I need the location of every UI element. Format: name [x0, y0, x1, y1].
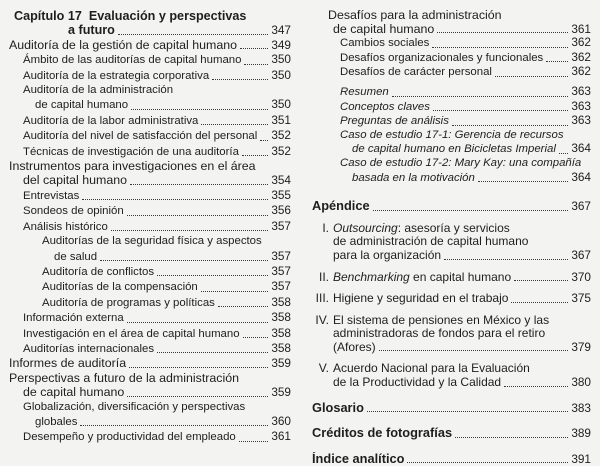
- item-numeral: V.: [318, 362, 329, 376]
- dot-leader: [131, 109, 268, 110]
- toc-line: [0, 203, 291, 218]
- entry-label: (Afores): [333, 340, 376, 354]
- toc-line: [0, 23, 291, 37]
- toc-entry: [0, 188, 291, 203]
- dot-leader: [437, 32, 568, 33]
- page-number: 349: [271, 37, 291, 52]
- page-number: 360: [271, 413, 291, 428]
- toc-line: [300, 65, 591, 80]
- toc-entry: [300, 100, 591, 115]
- page-number: 350: [271, 97, 291, 112]
- toc-entry: [300, 36, 591, 51]
- page-number: 363: [571, 84, 591, 98]
- entry-label: Outsourcing: asesoría y servicios: [333, 221, 510, 235]
- dot-leader: [260, 140, 268, 141]
- dot-leader: [495, 76, 568, 77]
- dot-leader: [546, 61, 568, 62]
- toc-entry: [300, 129, 591, 157]
- dot-leader: [212, 79, 268, 80]
- dot-leader: [433, 110, 568, 111]
- toc-line: [0, 52, 291, 67]
- toc-entry: [0, 295, 291, 310]
- dot-leader: [432, 47, 568, 48]
- dot-leader: [80, 425, 268, 426]
- entry-label: a futuro: [68, 23, 115, 38]
- entry-label: Resumen: [340, 85, 389, 98]
- toc-line: [0, 326, 291, 341]
- toc-line: [300, 314, 591, 328]
- page-number: 362: [571, 36, 591, 50]
- entry-label: Perspectivas a futuro de la administración: [9, 370, 240, 385]
- toc-entry: [300, 426, 591, 441]
- toc-line: [300, 452, 591, 466]
- toc-line: [0, 371, 291, 385]
- toc-line: [0, 38, 291, 52]
- toc-line: [300, 362, 591, 376]
- page-number: 352: [271, 128, 291, 143]
- dot-leader: [244, 64, 268, 65]
- dot-leader: [127, 215, 269, 216]
- entry-label: Desempeño y productividad del empleado: [23, 431, 236, 444]
- entry-label: Auditoría de la estrategia corporativa: [23, 69, 210, 82]
- entry-label: Auditoría de la administración: [23, 84, 174, 97]
- toc-entry: [300, 314, 591, 355]
- toc-entry: [0, 234, 291, 264]
- entry-label: Conceptos claves: [340, 100, 430, 113]
- toc-entry: [300, 65, 591, 80]
- entry-label: de capital humano: [23, 385, 125, 400]
- entry-label: Higiene y seguridad en el trabajo: [333, 292, 509, 306]
- entry-label: Apéndice: [312, 199, 370, 214]
- dot-leader: [452, 125, 568, 126]
- page-number: 351: [271, 112, 291, 127]
- toc-entry: [0, 219, 291, 234]
- page-number: 361: [271, 429, 291, 444]
- page-number: 363: [571, 99, 591, 113]
- toc-entry: [300, 222, 591, 263]
- toc-line: [0, 128, 291, 143]
- page-number: 379: [571, 340, 591, 354]
- toc-line: [0, 159, 291, 173]
- dot-leader: [407, 462, 568, 463]
- page-number: 355: [271, 187, 291, 202]
- page-number: 361: [571, 22, 591, 36]
- toc-line: [300, 100, 591, 115]
- dot-leader: [455, 437, 568, 438]
- entry-label: Desafíos para la administración: [328, 9, 502, 22]
- page-number: 380: [571, 376, 591, 390]
- entry-label: de administración de capital humano: [333, 235, 529, 249]
- entry-label: Glosario: [312, 400, 364, 415]
- page-number: 350: [271, 67, 291, 82]
- page-number: 358: [271, 294, 291, 309]
- page-number: 359: [271, 385, 291, 400]
- dot-leader: [379, 350, 569, 351]
- toc-entry: [0, 371, 291, 400]
- dot-leader: [478, 181, 568, 182]
- entry-label: Entrevistas: [23, 189, 80, 202]
- toc-line: [300, 199, 591, 214]
- toc-line: [300, 85, 591, 100]
- entry-label: Informes de auditoría: [9, 356, 127, 371]
- entry-label: Auditoría de la gestión de capital humano: [9, 37, 238, 52]
- toc-entry: [0, 38, 291, 52]
- toc-entry: [0, 310, 291, 325]
- entry-label: Investigación en el área de capital humano: [23, 327, 240, 340]
- toc-line: [300, 129, 591, 143]
- toc-entry: [300, 114, 591, 129]
- page-number: 364: [571, 170, 591, 184]
- toc-line: [0, 9, 291, 23]
- dot-leader: [129, 367, 268, 368]
- entry-label: Auditorías de la seguridad física y aspectos: [42, 235, 262, 248]
- entry-label: Acuerdo Nacional para la Evaluación: [333, 362, 530, 376]
- page-number: 357: [271, 279, 291, 294]
- entry-label: Preguntas de análisis: [340, 115, 449, 128]
- item-numeral: II.: [318, 270, 329, 284]
- entry-label: Globalización, diversificación y perspectivas: [23, 400, 246, 413]
- entry-label: Capítulo 17 Evaluación y perspectivas: [14, 9, 247, 23]
- page-number: 383: [571, 400, 591, 415]
- dot-leader: [504, 386, 568, 387]
- page-number: 358: [271, 310, 291, 325]
- toc-line: [0, 68, 291, 83]
- toc-entry: [0, 83, 291, 113]
- toc-line: [0, 188, 291, 203]
- toc-entry: [300, 401, 591, 416]
- entry-label: de capital humano en Bicicletas Imperial: [352, 143, 556, 156]
- entry-label: Información externa: [23, 312, 124, 325]
- dot-leader: [373, 210, 569, 211]
- dot-leader: [559, 153, 568, 154]
- entry-label: Técnicas de investigación de una auditoría: [23, 145, 239, 158]
- entry-label: Análisis histórico: [23, 220, 108, 233]
- page-number: 357: [271, 218, 291, 233]
- toc-entry: [300, 157, 591, 185]
- dot-leader: [392, 96, 569, 97]
- toc-entry: [300, 51, 591, 66]
- toc-line: [0, 341, 291, 356]
- toc-entry: [300, 292, 591, 306]
- toc-entry: [300, 271, 591, 285]
- entry-label: de salud: [54, 250, 98, 263]
- dot-leader: [111, 230, 268, 231]
- page-number: 362: [571, 50, 591, 64]
- toc-line: [300, 235, 591, 249]
- dot-leader: [157, 275, 268, 276]
- toc-line: [0, 113, 291, 128]
- toc-line: [0, 429, 291, 444]
- page-number: 357: [271, 248, 291, 263]
- toc-entry: [0, 264, 291, 279]
- dot-leader: [82, 199, 268, 200]
- dot-leader: [157, 352, 268, 353]
- toc-entry: [0, 203, 291, 218]
- toc-entry: [0, 326, 291, 341]
- toc-line: [300, 341, 591, 355]
- toc-line: [0, 295, 291, 310]
- toc-entry: [0, 68, 291, 83]
- page-number: 363: [571, 114, 591, 128]
- toc-line: [300, 114, 591, 129]
- toc-line: [0, 356, 291, 370]
- entry-label: de la Productividad y la Calidad: [333, 376, 502, 390]
- toc-entry: [0, 52, 291, 67]
- dot-leader: [218, 306, 268, 307]
- page-number: 391: [571, 451, 591, 466]
- page-number: 352: [271, 143, 291, 158]
- toc-column-left: [0, 9, 300, 455]
- toc-entry: [0, 113, 291, 128]
- item-numeral: I.: [322, 221, 329, 235]
- entry-label: El sistema de pensiones en México y las: [333, 313, 550, 327]
- toc-line: [0, 219, 291, 234]
- item-numeral: IV.: [315, 313, 329, 327]
- toc-line: [300, 9, 591, 23]
- toc-entry: [0, 128, 291, 143]
- entry-label: de capital humano: [333, 22, 435, 36]
- toc-line: [300, 327, 591, 341]
- page-number: 370: [571, 270, 591, 284]
- toc-line: [0, 83, 291, 97]
- toc-line: [0, 144, 291, 159]
- toc-entry: [0, 356, 291, 370]
- toc-line: [0, 414, 291, 429]
- toc-line: [0, 173, 291, 187]
- page-number: 358: [271, 325, 291, 340]
- entry-label: Auditorías de la compensación: [42, 281, 198, 294]
- dot-leader: [127, 322, 269, 323]
- page-number: 356: [271, 203, 291, 218]
- entry-label: de capital humano: [35, 99, 129, 112]
- entry-label: Benchmarking en capital humano: [333, 270, 512, 284]
- toc-line: [300, 401, 591, 416]
- page-number: 357: [271, 263, 291, 278]
- dot-leader: [130, 184, 268, 185]
- dot-leader: [444, 259, 568, 260]
- toc-entry: [300, 9, 591, 36]
- toc-entry: [300, 452, 591, 466]
- toc-line: [300, 51, 591, 66]
- entry-label: Cambios sociales: [340, 37, 430, 50]
- toc-entry: [0, 9, 291, 38]
- dot-leader: [100, 260, 268, 261]
- dot-leader: [511, 302, 568, 303]
- toc-line: [300, 171, 591, 186]
- toc-column-right: [300, 9, 600, 466]
- toc-entry: [0, 279, 291, 294]
- toc-line: [0, 234, 291, 248]
- page-number: 350: [271, 52, 291, 67]
- toc-line: [300, 426, 591, 441]
- entry-label: Índice analítico: [312, 451, 405, 466]
- toc-line: [300, 157, 591, 171]
- page-number: 354: [271, 173, 291, 188]
- toc-entry: [0, 341, 291, 356]
- page-number: 367: [571, 248, 591, 262]
- entry-label: Créditos de fotografías: [312, 426, 453, 441]
- entry-label: Caso de estudio 17-1: Gerencia de recursos: [340, 128, 564, 141]
- toc-line: [0, 385, 291, 399]
- entry-label: para la organización: [333, 248, 442, 262]
- entry-label: Instrumentos para investigaciones en el área: [9, 159, 256, 174]
- toc-line: [0, 249, 291, 264]
- dot-leader: [240, 48, 268, 49]
- page-number: 389: [571, 426, 591, 441]
- page-number: 364: [571, 142, 591, 156]
- toc-line: [0, 310, 291, 325]
- entry-label: Caso de estudio 17-2: Mary Kay: una compañía: [340, 156, 582, 169]
- toc-line: [300, 23, 591, 37]
- toc-line: [300, 222, 591, 236]
- page-number: 347: [271, 23, 291, 38]
- entry-label: Desafíos de carácter personal: [340, 66, 492, 79]
- toc-entry: [300, 362, 591, 389]
- page-number: 367: [571, 199, 591, 214]
- item-numeral: III.: [315, 292, 329, 306]
- toc-entry: [0, 400, 291, 430]
- page-number: 358: [271, 340, 291, 355]
- entry-label: Auditoría de conflictos: [42, 265, 155, 278]
- toc-line: [0, 279, 291, 294]
- dot-leader: [201, 291, 269, 292]
- dot-leader: [118, 34, 268, 35]
- entry-label: Sondeos de opinión: [23, 205, 124, 218]
- toc-line: [0, 264, 291, 279]
- dot-leader: [201, 124, 268, 125]
- toc-line: [0, 97, 291, 112]
- dot-leader: [239, 441, 269, 442]
- toc-entry: [0, 159, 291, 188]
- entry-label: Auditoría de la labor administrativa: [23, 114, 199, 127]
- page-number: 359: [271, 356, 291, 371]
- entry-label: Auditorías internacionales: [23, 342, 155, 355]
- dot-leader: [514, 280, 568, 281]
- dot-leader: [127, 396, 268, 397]
- entry-label: Desafíos organizacionales y funcionales: [340, 51, 544, 64]
- dot-leader: [242, 155, 268, 156]
- toc-line: [0, 400, 291, 414]
- entry-label: Auditoría de programas y políticas: [42, 296, 215, 309]
- entry-label: Ámbito de las auditorías de capital humano: [23, 54, 242, 67]
- entry-label: Auditoría del nivel de satisfacción del personal: [23, 130, 258, 143]
- toc-line: [300, 376, 591, 390]
- toc-line: [300, 271, 591, 285]
- entry-label: globales: [35, 415, 78, 428]
- toc-entry: [0, 144, 291, 159]
- toc-entry: [300, 199, 591, 214]
- dot-leader: [367, 411, 568, 412]
- toc-entry: [0, 429, 291, 444]
- entry-label: administradoras de fondos para el retiro: [333, 327, 546, 341]
- toc-line: [300, 36, 591, 51]
- page-number: 375: [571, 292, 591, 306]
- page-number: 362: [571, 65, 591, 79]
- toc-line: [300, 249, 591, 263]
- entry-label: basada en la motivación: [352, 171, 475, 184]
- toc-line: [300, 292, 591, 306]
- entry-label: del capital humano: [23, 173, 128, 188]
- dot-leader: [243, 337, 269, 338]
- toc-entry: [300, 85, 591, 100]
- toc-line: [300, 142, 591, 157]
